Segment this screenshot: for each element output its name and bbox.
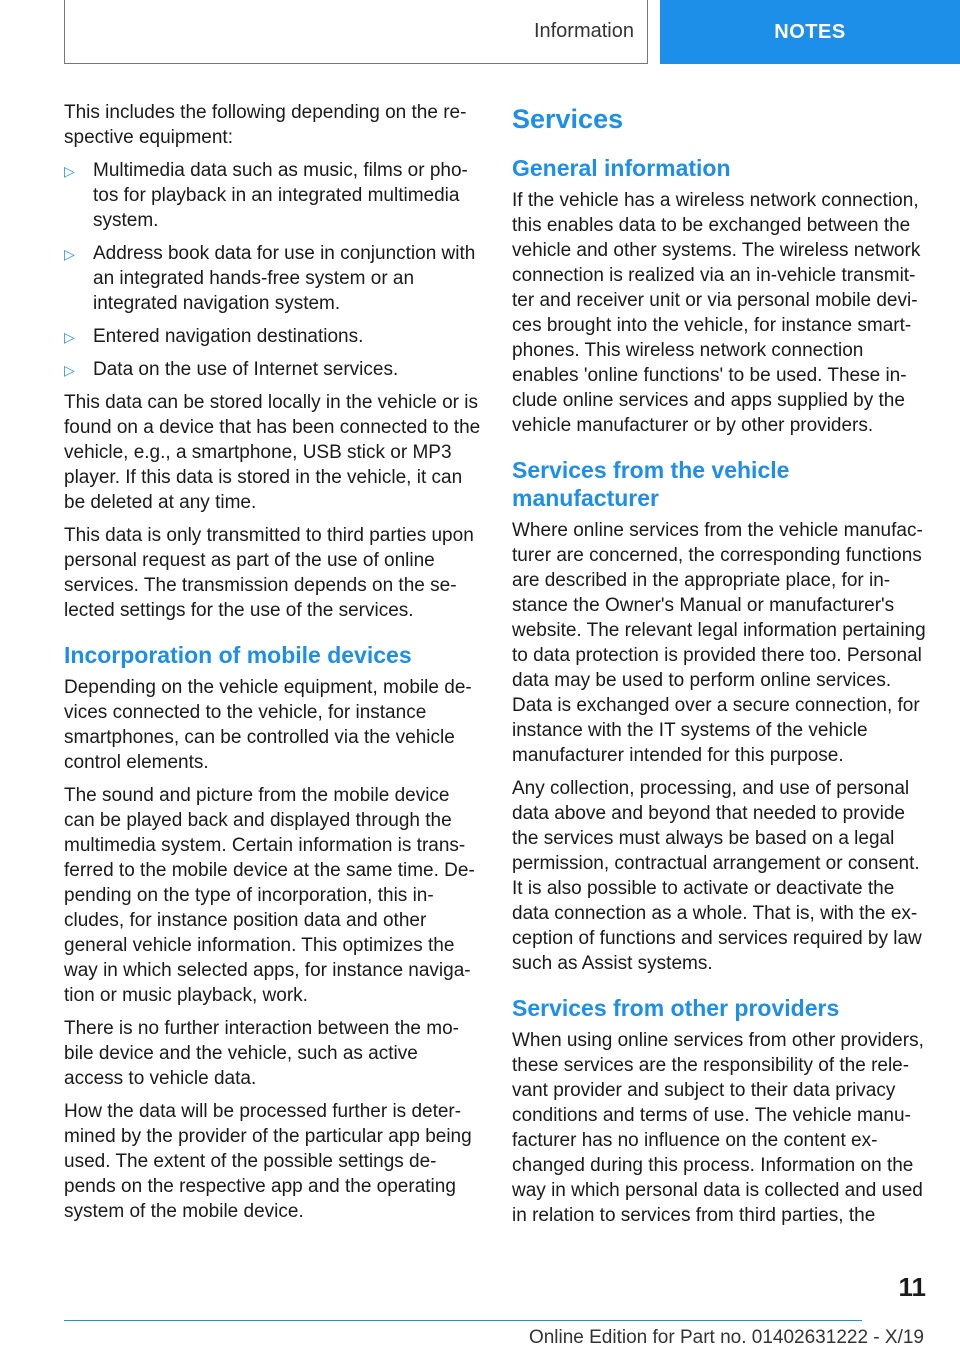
list-item: [64, 357, 482, 382]
page-number: 11: [898, 1272, 926, 1302]
mobile-processing-paragraph: How the data will be processed further is deter-mined by the provider of the particular app being used. The extent of the possible settings de-pends on the respective app and the operating system of the mobile device.: [64, 1101, 472, 1222]
header-tab-notes: NOTES: [660, 0, 960, 64]
list-item-text: Data on the use of Internet services.: [93, 359, 399, 380]
bullet-triangle-icon: ▷: [64, 329, 75, 345]
mobile-interaction-paragraph: There is no further interaction between the mo-bile device and the vehicle, such as active access to vehicle data.: [64, 1018, 459, 1089]
heading-mobile-devices: Incorporation of mobile devices: [64, 642, 412, 668]
manufacturer-paragraph: Where online services from the vehicle manufac-turer are concerned, the corresponding functions are described in the appropriate place, for in-stance the Owner's Manual or manufacturer's website. The relevant legal information pertaining to data protection is provided there too. Personal data may be used to perform online services. Data is exchanged over a secure connection, for instance with the IT systems of the vehicle manufacturer intended for this purpose.: [512, 520, 926, 766]
list-item-text: Multimedia data such as music, films or pho-tos for playback in an integrated multimedia system.: [93, 160, 468, 231]
bullet-triangle-icon: ▷: [64, 362, 75, 378]
heading-other-providers: Services from other providers: [512, 995, 840, 1021]
footer-edition: Online Edition for Part no. 01402631222 - X/19: [528, 1327, 924, 1348]
storage-paragraph: This data can be stored locally in the vehicle or is found on a device that has been connected to the vehicle, e.g., a smartphone, USB stick or MP3 player. If this data is stored in the vehicle, it can be deleted at any time.: [64, 392, 481, 513]
mobile-sound-paragraph: The sound and picture from the mobile device can be played back and displayed through the multimedia system. Certain information is trans-ferred to the mobile device at the same time. De-pending on the type of incorporation, this in-cludes, for instance position data and other general vehicle information. This optimizes the way in which selected apps, for instance naviga-tion or music playback, work.: [64, 785, 475, 1006]
list-item: [64, 241, 482, 316]
transmission-paragraph: This data is only transmitted to third parties upon personal request as part of the use of online services. The transmission depends on the se-lected settings for the use of the services.: [64, 525, 474, 621]
left-column: [64, 100, 482, 1232]
bullet-triangle-icon: ▷: [64, 246, 75, 262]
list-item-text: Address book data for use in conjunction with an integrated hands-free system or an integrated navigation system.: [93, 243, 476, 314]
list-item: [64, 158, 482, 233]
equipment-list: [64, 158, 482, 382]
intro-paragraph: This includes the following depending on the re-spective equipment:: [64, 102, 467, 148]
heading-manufacturer-services: Services from the vehicle manufacturer: [512, 457, 790, 511]
heading-services: Services: [512, 104, 624, 134]
bullet-triangle-icon: ▷: [64, 163, 75, 179]
footer-divider: [64, 1320, 862, 1321]
collection-paragraph: Any collection, processing, and use of personal data above and beyond that needed to provide the services must always be based on a legal permission, contractual arrangement or consent. It is also possible to activate or deactivate the data connection as a whole. That is, with the ex-ception of functions and services required by law such as Assist systems.: [512, 778, 922, 974]
header-section-label: Information: [533, 19, 634, 42]
mobile-control-paragraph: Depending on the vehicle equipment, mobile de-vices connected to the vehicle, for instance smartphones, can be controlled via the vehicle control elements.: [64, 677, 472, 773]
heading-general-information: General information: [512, 155, 731, 181]
list-item-text: Entered navigation destinations.: [93, 326, 364, 347]
list-item: [64, 324, 482, 349]
other-providers-paragraph: When using online services from other providers, these services are the responsibility of the rele-vant provider and subject to their data privacy conditions and terms of use. The vehicle manu-facturer has no influence on the content ex-changed during this process. Information on the way in which personal data is collected and used in relation to services from third parties, the: [512, 1030, 924, 1226]
general-paragraph: If the vehicle has a wireless network connection, this enables data to be exchanged between the vehicle and other systems. The wireless network connection is realized via an in-vehicle transmit-ter and receiver unit or via personal mobile devi-ces brought into the vehicle, for instance smart-phones. This wireless network connection enables 'online functions' to be used. These in-clude online services and apps supplied by the vehicle manufacturer or by other providers.: [512, 190, 921, 436]
right-column: [512, 100, 932, 1236]
